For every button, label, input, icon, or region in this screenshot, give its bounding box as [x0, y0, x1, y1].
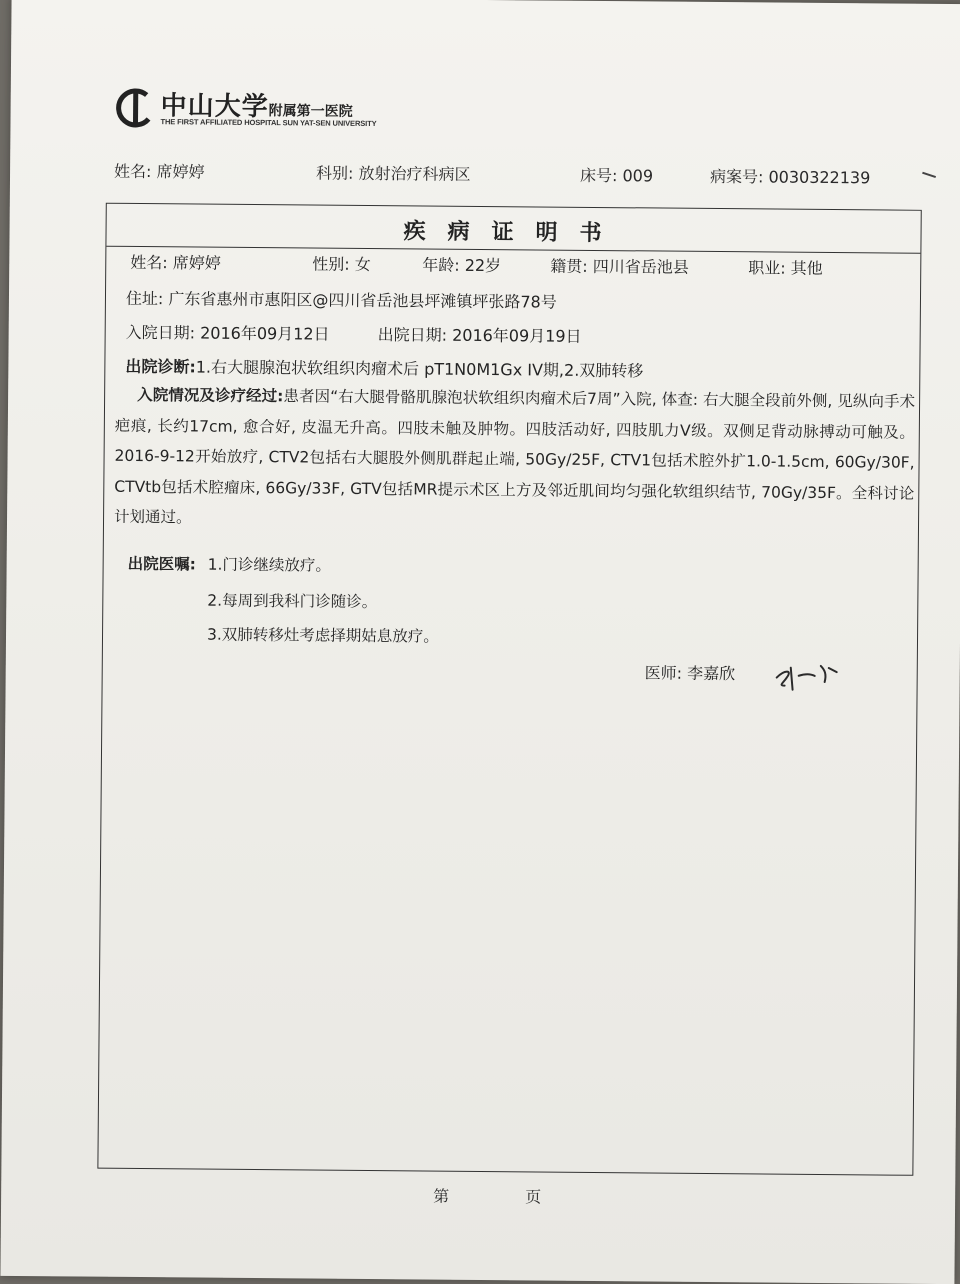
admission-date: 入院日期: 2016年09月12日	[125, 322, 330, 344]
patient-gender: 性别: 女	[312, 254, 371, 275]
patient-occupation: 职业: 其他	[748, 258, 823, 278]
patient-address: 住址: 广东省惠州市惠阳区@四川省岳池县坪滩镇坪张路78号	[125, 288, 557, 312]
course-text: 患者因“右大腿骨骼肌腺泡状软组织肉瘤术后7周”入院, 体查: 右大腿全段前外侧, 见纵向手术疤痕, 长约17cm, 愈合好, 皮温无升高。四肢未触及肿物。四肢活动好, 四肢肌力V级。双侧足背动脉搏动可触及。2016-9-12开始放疗, CTV2包括右大腿股外侧肌群起止端, 50Gy/25F, CTV1包括术腔外扩1.0-1.5cm, 60Gy/30F, CTVtb包括术腔瘤床, 66Gy/33F, GTV包括MR提示术区上方及邻近肌间均匀强化软组织结节, 70Gy/35F。全科讨论计划通过。	[113, 387, 916, 527]
patient-name: 姓名: 席婷婷	[130, 252, 221, 273]
certificate-title: 疾病证明书	[403, 219, 624, 247]
discharge-date: 出院日期: 2016年09月19日	[377, 325, 582, 346]
advice-item-1: 1.门诊继续放疗。	[207, 555, 332, 575]
header-bed: 床号: 009	[579, 165, 654, 186]
hospital-logo-icon	[114, 87, 156, 129]
course-label: 入院情况及诊疗经过:	[137, 385, 284, 406]
header-dash	[922, 172, 936, 178]
hospital-logo	[114, 83, 377, 135]
advice-item-2: 2.每周到我科门诊随诊。	[207, 591, 378, 612]
discharge-diagnosis	[125, 354, 643, 382]
header-department: 科别: 放射治疗科病区	[315, 163, 471, 184]
patient-origin: 籍贯: 四川省岳池县	[550, 256, 689, 277]
doctor-name: 医师: 李嘉欣	[644, 663, 736, 684]
diagnosis-text: 1.右大腿腺泡状软组织肉瘤术后 pT1N0M1Gx IV期,2.双肺转移	[195, 357, 644, 381]
advice-label: 出院医嘱:	[127, 554, 196, 574]
hospital-name-en: THE FIRST AFFILIATED HOSPITAL SUN YAT-SEN UNIVERSITY	[160, 117, 377, 129]
treatment-course	[114, 380, 915, 539]
hospital-name-cn: 中山大学附属第一医院	[160, 91, 353, 123]
patient-age: 年龄: 22岁	[422, 255, 502, 276]
header-record-no: 病案号: 0030322139	[709, 166, 871, 188]
diagnosis-label: 出院诊断:	[125, 356, 196, 377]
doctor-signature	[771, 656, 841, 697]
advice-item-3: 3.双肺转移灶考虑择期姑息放疗。	[206, 625, 439, 646]
page-label-suffix: 页	[525, 1187, 542, 1207]
header-name: 姓名: 席婷婷	[113, 161, 205, 182]
page-label-prefix: 第	[433, 1186, 450, 1206]
certificate-frame	[97, 203, 921, 1176]
